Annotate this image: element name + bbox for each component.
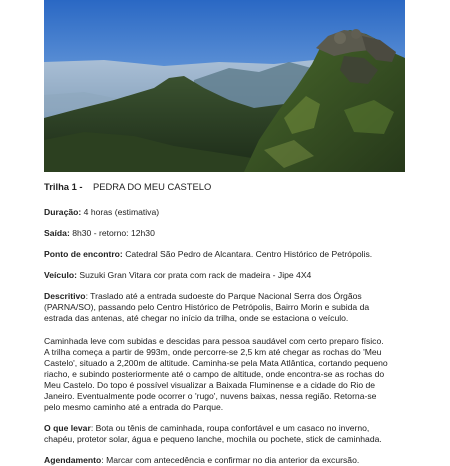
vehicle-row: Veículo: Suzuki Gran Vitara cor prata com rack de madeira - Jipe 4X4 [44, 270, 312, 280]
description-line: (PARNA/SO), passando pelo Centro Histórico de Petrópolis, Bairro Morin e subida da [44, 302, 370, 312]
meeting-point-label: Ponto de encontro [44, 249, 120, 259]
vehicle-value: Suzuki Gran Vitara cor prata com rack de madeira - Jipe 4X4 [79, 270, 312, 280]
booking-value: : Marcar com antecedência e confirmar no dia anterior da excursão. [101, 455, 360, 465]
hike-line: Janeiro. Eventualmente pode ocorrer o 'rugo', nuvens baixas, nessa região. Retorna-se [44, 391, 377, 401]
hike-line: riacho, e subindo posteriormente até o campo de altitude, onde encontra-se as rochas do [44, 369, 385, 379]
hike-line: Caminhada leve com subidas e descidas para pessoa saudável com certo preparo físico. [44, 336, 384, 346]
hike-line: pelo mesmo caminho até a entrada do Parque. [44, 402, 224, 412]
departure-value: 8h30 - retorno: 12h30 [72, 228, 155, 238]
hike-line: Meu Castelo. Do topo é possível visualizar a Baixada Fluminense e a cidade do Rio de [44, 380, 376, 390]
description-line: estrada das antenas, até chegar no início da trilha, onde se estaciona o veículo. [44, 313, 349, 323]
what-to-bring-label: O que levar [44, 423, 91, 433]
duration-value: 4 horas (estimativa) [83, 207, 160, 217]
meeting-point-value: Catedral São Pedro de Alcantara. Centro Histórico de Petrópolis. [125, 249, 373, 259]
description-line: : Traslado até a entrada sudoeste do Parque Nacional Serra dos Órgãos [85, 291, 362, 301]
what-to-bring-line: : Bota ou tênis de caminhada, roupa confortável e um casaco no inverno, [90, 423, 370, 433]
what-to-bring-line: chapéu, protetor solar, água e pequeno lanche, mochila ou pochete, stick de caminhada. [44, 434, 382, 444]
trip-title [44, 180, 416, 193]
departure-label: Saída [44, 228, 67, 238]
what-to-bring-paragraph [44, 423, 416, 445]
duration-label: Duração [44, 207, 79, 217]
meeting-point-row: Ponto de encontro: Catedral São Pedro de Alcantara. Centro Histórico de Petrópolis. [44, 249, 373, 259]
description-paragraph [44, 291, 416, 324]
description-label: Descritivo [44, 291, 86, 301]
trip-label: Trilha 1 - [44, 181, 83, 192]
duration-row: Duração: 4 horas (estimativa) [44, 207, 160, 217]
trip-name: PEDRA DO MEU CASTELO [93, 181, 212, 192]
hike-line: A trilha começa a partir de 993m, onde percorre-se 2,5 km até chegar as rochas do 'Meu [44, 347, 382, 357]
trip-document [44, 180, 416, 466]
hike-paragraph [44, 336, 416, 413]
hero-photo [44, 0, 405, 172]
hike-line: Castelo', situado a 2,200m de altitude. Caminha-se pela Mata Atlântica, cortando pequeno [44, 358, 388, 368]
booking-row [44, 455, 416, 466]
departure-row: Saída: 8h30 - retorno: 12h30 [44, 228, 155, 238]
vehicle-label: Veículo [44, 270, 75, 280]
booking-label: Agendamento [44, 455, 102, 465]
